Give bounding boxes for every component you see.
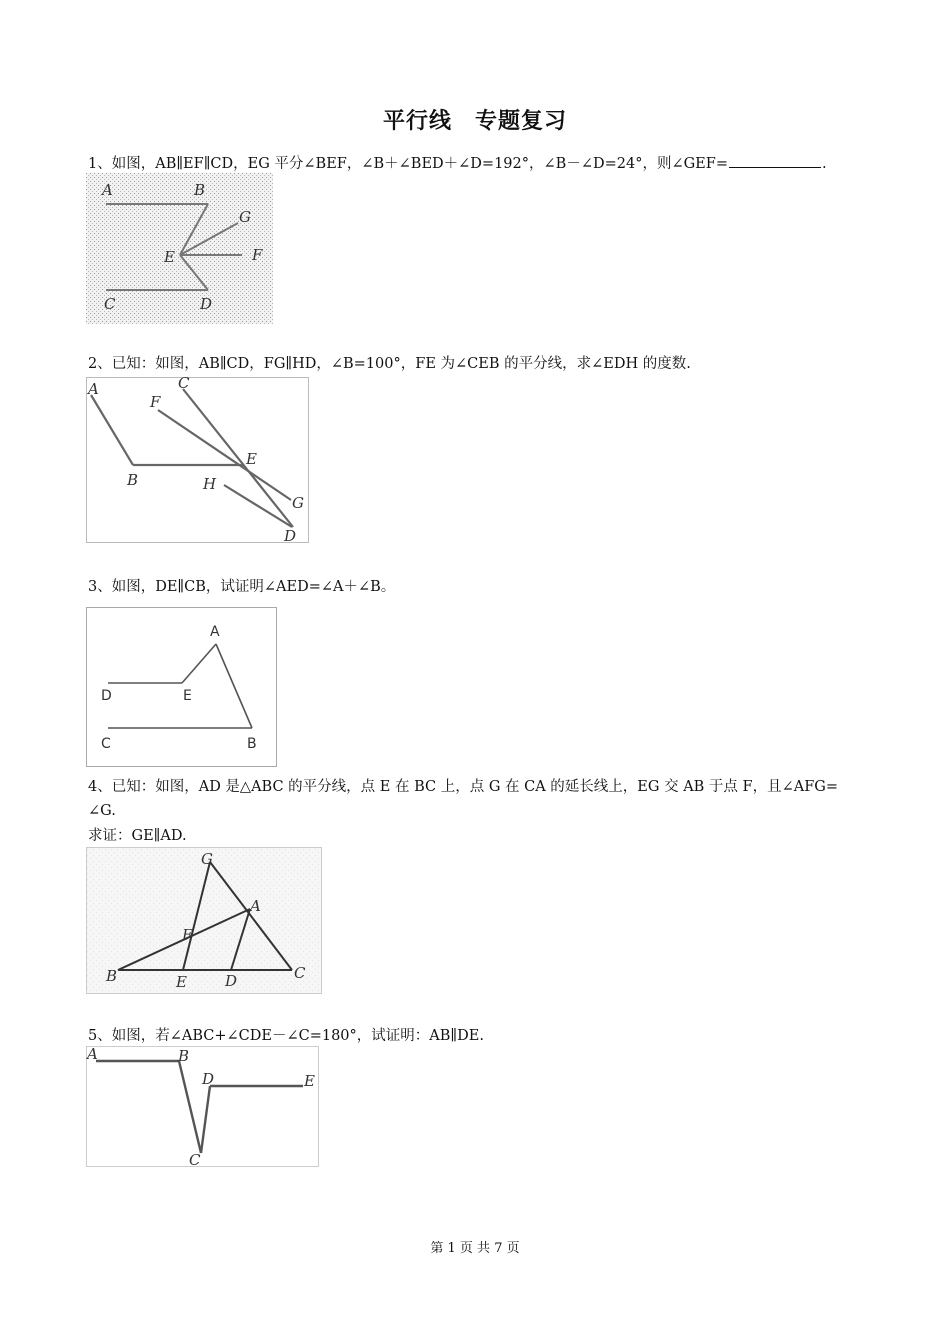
- label-G: G: [201, 850, 213, 868]
- label-E: E: [176, 973, 187, 991]
- label-F: F: [182, 926, 193, 944]
- question-5-figure: [86, 1046, 319, 1168]
- label-C: C: [178, 377, 190, 392]
- label-G: G: [239, 208, 251, 226]
- label-D: D: [284, 527, 297, 543]
- question-1-end: .: [821, 156, 827, 172]
- label-C: C: [101, 736, 111, 752]
- label-C: C: [104, 295, 116, 313]
- label-D: D: [225, 972, 238, 990]
- page-title: 平行线 专题复习: [382, 109, 567, 134]
- label-A: A: [250, 897, 261, 915]
- label-G: G: [292, 494, 304, 512]
- question-4-line-2: ∠G.: [88, 803, 116, 819]
- label-A: A: [87, 1046, 98, 1063]
- label-B: B: [194, 181, 206, 199]
- question-4-figure: [86, 847, 322, 994]
- label-D: D: [101, 688, 112, 704]
- question-4-line-3: 求证：GE∥AD.: [88, 828, 187, 844]
- label-D: D: [200, 295, 213, 313]
- label-A: A: [102, 181, 113, 199]
- label-E: E: [246, 450, 257, 468]
- question-1-prompt: 1、如图，AB∥EF∥CD，EG 平分∠BEF，∠B＋∠BED＋∠D=192°，∠B－∠D=24°，则∠GEF=: [88, 156, 728, 172]
- label-A: A: [210, 624, 220, 640]
- label-E: E: [164, 248, 175, 266]
- question-2-text: 2、已知：如图，AB∥CD，FG∥HD，∠B=100°，FE 为∠CEB 的平分线，求∠EDH 的度数.: [88, 356, 691, 372]
- question-4-line-1: 4、已知：如图，AD 是△ABC 的平分线，点 E 在 BC 上，点 G 在 CA 的延长线上，EG 交 AB 于点 F，且∠AFG=: [88, 779, 839, 795]
- question-5-text: 5、如图，若∠ABC+∠CDE－∠C=180°，试证明：AB∥DE.: [88, 1028, 484, 1044]
- question-3-text: 3、如图，DE∥CB，试证明∠AED=∠A＋∠B。: [88, 579, 396, 595]
- label-E: E: [183, 688, 192, 704]
- question-1-figure: [86, 173, 273, 324]
- label-B: B: [127, 471, 139, 489]
- label-D: D: [202, 1070, 215, 1088]
- label-B: B: [106, 967, 118, 985]
- page-footer: 第 1 页 共 7 页: [430, 1241, 520, 1256]
- figure-border: [87, 848, 322, 994]
- question-2-figure: [86, 377, 309, 543]
- label-C: C: [294, 964, 306, 982]
- answer-blank[interactable]: [729, 153, 821, 168]
- label-C: C: [189, 1151, 201, 1168]
- question-3-figure: [86, 607, 277, 767]
- label-H: H: [203, 475, 217, 493]
- label-A: A: [88, 380, 99, 398]
- label-B: B: [178, 1047, 190, 1065]
- label-F: F: [252, 246, 263, 264]
- question-1-text: [88, 153, 827, 174]
- label-B: B: [247, 736, 257, 752]
- label-E: E: [304, 1072, 315, 1090]
- label-F: F: [150, 393, 161, 411]
